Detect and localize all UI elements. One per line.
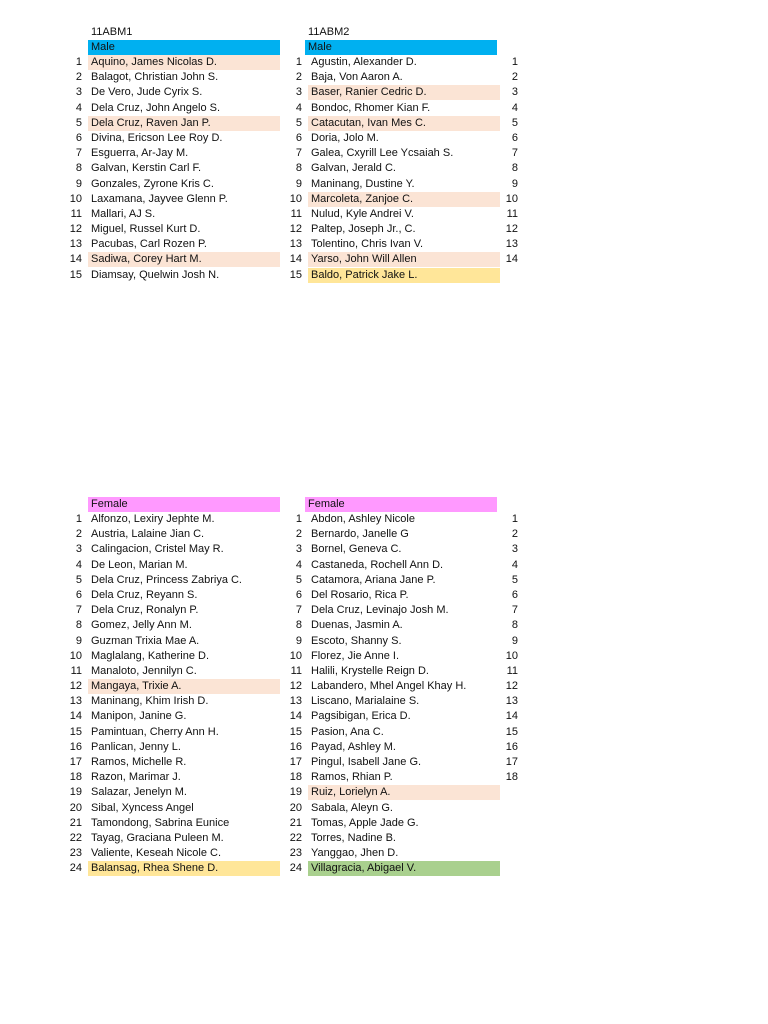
list-row — [280, 694, 520, 709]
list-row — [60, 527, 282, 542]
row-number: 1 — [295, 56, 302, 68]
female-left-list — [60, 512, 282, 877]
student-name: Gonzales, Zyrone Kris C. — [91, 177, 214, 190]
male-right-list — [280, 55, 520, 283]
student-name: Divina, Ericson Lee Roy D. — [91, 131, 223, 144]
student-name: Balansag, Rhea Shene D. — [88, 861, 280, 876]
female-header-right: Female — [305, 497, 497, 512]
male-left-list — [60, 55, 282, 283]
row-count: 11 — [506, 207, 518, 220]
row-count: 11 — [506, 664, 518, 677]
list-row — [60, 573, 282, 588]
student-name: Pagsibigan, Erica D. — [311, 710, 411, 723]
row-number: 15 — [69, 268, 82, 281]
student-name: Escoto, Shanny S. — [311, 634, 402, 647]
row-count: 17 — [505, 756, 518, 768]
row-number: 5 — [75, 116, 82, 129]
student-name: Agustin, Alexander D. — [311, 56, 417, 68]
student-name: Manaloto, Jennilyn C. — [91, 664, 197, 677]
list-row — [60, 664, 282, 679]
row-number: 11 — [70, 664, 82, 677]
row-number: 17 — [69, 756, 82, 768]
list-row — [280, 55, 520, 70]
student-name: Esguerra, Ar-Jay M. — [91, 147, 189, 160]
list-row — [280, 664, 520, 679]
row-count: 1 — [511, 513, 518, 525]
row-number: 24 — [289, 862, 302, 875]
female-right-list — [280, 512, 520, 877]
row-number: 6 — [295, 131, 302, 144]
list-row — [60, 725, 282, 740]
student-name: Payad, Ashley M. — [311, 740, 396, 753]
list-row — [60, 801, 282, 816]
list-row — [280, 831, 520, 846]
student-name: Calingacion, Cristel May R. — [91, 543, 224, 556]
row-number: 14 — [289, 253, 302, 266]
row-number: 16 — [289, 740, 302, 753]
row-count: 12 — [505, 680, 518, 693]
list-row — [280, 861, 520, 876]
row-count: 4 — [511, 101, 518, 114]
list-row — [280, 101, 520, 116]
row-number: 19 — [289, 786, 302, 799]
row-number: 15 — [289, 268, 302, 281]
row-number: 12 — [289, 680, 302, 693]
row-number: 21 — [69, 816, 82, 829]
student-name: Catamora, Ariana Jane P. — [311, 573, 436, 586]
list-row — [60, 816, 282, 831]
row-number: 11 — [290, 664, 302, 677]
student-name: Del Rosario, Rica P. — [311, 588, 409, 601]
row-number: 11 — [70, 207, 82, 220]
list-row — [60, 192, 282, 207]
list-row — [60, 634, 282, 649]
row-number: 24 — [69, 862, 82, 875]
list-row — [60, 116, 282, 131]
list-row — [60, 831, 282, 846]
list-row — [280, 146, 520, 161]
row-number: 16 — [69, 740, 82, 753]
row-number: 3 — [75, 86, 82, 99]
list-row — [60, 70, 282, 85]
student-name: Villagracia, Abigael V. — [308, 861, 500, 876]
student-name: Sabala, Aleyn G. — [311, 801, 393, 814]
row-number: 10 — [69, 649, 82, 662]
list-row — [280, 618, 520, 633]
row-number: 13 — [69, 695, 82, 708]
student-name: Tamondong, Sabrina Eunice — [91, 816, 230, 829]
list-row — [280, 252, 520, 267]
row-number: 8 — [75, 162, 82, 175]
list-row — [280, 131, 520, 146]
row-count: 3 — [511, 86, 518, 99]
row-number: 2 — [75, 528, 82, 541]
list-row — [280, 725, 520, 740]
list-row — [280, 603, 520, 618]
list-row — [60, 222, 282, 237]
list-row — [60, 101, 282, 116]
row-number: 12 — [69, 223, 82, 236]
row-count: 8 — [511, 162, 518, 175]
row-number: 19 — [69, 786, 82, 799]
student-name: Galea, Cxyrill Lee Ycsaiah S. — [311, 147, 454, 160]
row-count: 5 — [511, 116, 518, 129]
row-number: 9 — [75, 177, 82, 190]
student-name: De Leon, Marian M. — [91, 558, 188, 571]
student-name: Doria, Jolo M. — [311, 131, 379, 144]
row-count: 2 — [511, 528, 518, 541]
row-number: 15 — [69, 725, 82, 738]
row-number: 13 — [69, 238, 82, 251]
row-number: 1 — [75, 56, 82, 68]
list-row — [60, 740, 282, 755]
row-number: 4 — [75, 558, 82, 571]
row-number: 4 — [75, 101, 82, 114]
student-name: Galvan, Kerstin Carl F. — [91, 162, 202, 175]
row-number: 8 — [75, 619, 82, 632]
list-row — [280, 85, 520, 100]
student-name: Nulud, Kyle Andrei V. — [311, 207, 414, 220]
list-row — [60, 679, 282, 694]
row-number: 17 — [289, 756, 302, 768]
row-number: 14 — [69, 253, 82, 266]
student-name: Pingul, Isabell Jane G. — [311, 756, 422, 768]
list-row — [60, 770, 282, 785]
row-number: 6 — [295, 588, 302, 601]
row-count: 10 — [505, 192, 518, 205]
list-row — [60, 542, 282, 557]
row-count: 12 — [505, 223, 518, 236]
student-name: Maninang, Dustine Y. — [311, 177, 415, 190]
student-name: Halili, Krystelle Reign D. — [311, 664, 429, 677]
list-row — [280, 588, 520, 603]
list-row — [60, 603, 282, 618]
student-name: Dela Cruz, Reyann S. — [91, 588, 198, 601]
row-number: 4 — [295, 558, 302, 571]
student-name: Sadiwa, Corey Hart M. — [88, 252, 280, 267]
section-title-11abm1: 11ABM1 — [91, 26, 133, 38]
student-name: Labandero, Mhel Angel Khay H. — [311, 680, 467, 693]
student-name: Dela Cruz, Levinajo Josh M. — [311, 604, 449, 617]
list-row — [60, 588, 282, 603]
list-row — [280, 785, 520, 800]
row-number: 3 — [75, 543, 82, 556]
list-row — [60, 252, 282, 267]
row-number: 2 — [295, 528, 302, 541]
row-count: 5 — [511, 573, 518, 586]
list-row — [60, 55, 282, 70]
row-count: 10 — [505, 649, 518, 662]
row-number: 13 — [289, 238, 302, 251]
row-count: 15 — [505, 725, 518, 738]
list-row — [280, 192, 520, 207]
student-name: Tomas, Apple Jade G. — [311, 816, 419, 829]
student-name: Dela Cruz, John Angelo S. — [91, 101, 221, 114]
student-name: Bernardo, Janelle G — [311, 528, 409, 541]
row-count: 14 — [505, 253, 518, 266]
row-number: 18 — [69, 771, 82, 784]
student-name: Razon, Marimar J. — [91, 771, 181, 784]
row-number: 7 — [75, 604, 82, 617]
row-number: 9 — [75, 634, 82, 647]
list-row — [280, 770, 520, 785]
student-name: Baja, Von Aaron A. — [311, 71, 403, 84]
row-number: 10 — [289, 192, 302, 205]
student-name: Dela Cruz, Raven Jan P. — [88, 116, 280, 131]
row-count: 7 — [511, 604, 518, 617]
row-count: 4 — [511, 558, 518, 571]
row-number: 7 — [295, 147, 302, 160]
list-row — [280, 558, 520, 573]
student-name: Abdon, Ashley Nicole — [311, 513, 415, 525]
student-name: De Vero, Jude Cyrix S. — [91, 86, 203, 99]
list-row — [280, 816, 520, 831]
row-number: 20 — [69, 801, 82, 814]
row-count: 13 — [505, 695, 518, 708]
student-name: Alfonzo, Lexiry Jephte M. — [91, 513, 215, 525]
list-row — [280, 649, 520, 664]
list-row — [280, 161, 520, 176]
list-row — [60, 268, 282, 283]
list-row — [280, 634, 520, 649]
row-number: 22 — [289, 831, 302, 844]
female-header-left: Female — [88, 497, 280, 512]
row-number: 4 — [295, 101, 302, 114]
list-row — [60, 649, 282, 664]
student-name: Castaneda, Rochell Ann D. — [311, 558, 444, 571]
student-name: Miguel, Russel Kurt D. — [91, 223, 201, 236]
student-name: Manipon, Janine G. — [91, 710, 187, 723]
student-name: Ruiz, Lorielyn A. — [308, 785, 500, 800]
list-row — [60, 694, 282, 709]
list-row — [60, 161, 282, 176]
student-name: Dela Cruz, Ronalyn P. — [91, 604, 199, 617]
student-name: Paltep, Joseph Jr., C. — [311, 223, 416, 236]
row-number: 8 — [295, 619, 302, 632]
row-number: 21 — [289, 816, 302, 829]
row-number: 2 — [75, 71, 82, 84]
row-number: 9 — [295, 177, 302, 190]
list-row — [280, 679, 520, 694]
row-number: 22 — [69, 831, 82, 844]
list-row — [60, 846, 282, 861]
list-row — [280, 268, 520, 283]
student-name: Ramos, Rhian P. — [311, 771, 393, 784]
list-row — [60, 861, 282, 876]
student-name: Baser, Ranier Cedric D. — [308, 85, 500, 100]
student-name: Torres, Nadine B. — [311, 831, 396, 844]
section-title-11abm2: 11ABM2 — [308, 26, 350, 38]
student-name: Guzman Trixia Mae A. — [91, 634, 200, 647]
student-name: Austria, Lalaine Jian C. — [91, 528, 205, 541]
student-name: Ramos, Michelle R. — [91, 756, 187, 768]
row-number: 6 — [75, 588, 82, 601]
student-name: Tolentino, Chris Ivan V. — [311, 238, 424, 251]
student-name: Sibal, Xyncess Angel — [91, 801, 194, 814]
list-row — [60, 785, 282, 800]
male-header-left: Male — [88, 40, 280, 55]
row-number: 23 — [289, 847, 302, 860]
row-number: 9 — [295, 634, 302, 647]
student-name: Aquino, James Nicolas D. — [88, 55, 280, 70]
student-name: Yanggao, Jhen D. — [311, 847, 399, 860]
list-row — [60, 618, 282, 633]
row-number: 20 — [289, 801, 302, 814]
list-row — [60, 558, 282, 573]
student-name: Yarso, John Will Allen — [308, 252, 500, 267]
row-number: 5 — [295, 573, 302, 586]
row-number: 12 — [289, 223, 302, 236]
student-name: Galvan, Jerald C. — [311, 162, 396, 175]
student-name: Liscano, Marialaine S. — [311, 695, 420, 708]
row-number: 5 — [295, 116, 302, 129]
list-row — [60, 85, 282, 100]
student-name: Maninang, Khim Irish D. — [91, 695, 209, 708]
row-number: 23 — [69, 847, 82, 860]
row-count: 8 — [511, 619, 518, 632]
row-number: 3 — [295, 86, 302, 99]
student-name: Pasion, Ana C. — [311, 725, 384, 738]
male-header-right: Male — [305, 40, 497, 55]
student-name: Diamsay, Quelwin Josh N. — [91, 268, 220, 281]
student-name: Catacutan, Ivan Mes C. — [308, 116, 500, 131]
student-name: Pamintuan, Cherry Ann H. — [91, 725, 219, 738]
list-row — [60, 177, 282, 192]
row-count: 18 — [505, 771, 518, 784]
row-number: 7 — [75, 147, 82, 160]
list-row — [280, 237, 520, 252]
row-count: 3 — [511, 543, 518, 556]
list-row — [280, 846, 520, 861]
row-number: 10 — [69, 192, 82, 205]
student-name: Valiente, Keseah Nicole C. — [91, 847, 222, 860]
list-row — [280, 755, 520, 770]
row-number: 2 — [295, 71, 302, 84]
row-number: 11 — [290, 207, 302, 220]
student-name: Panlican, Jenny L. — [91, 740, 181, 753]
list-row — [60, 709, 282, 724]
list-row — [60, 512, 282, 527]
list-row — [60, 237, 282, 252]
row-count: 1 — [511, 56, 518, 68]
row-number: 3 — [295, 543, 302, 556]
list-row — [280, 70, 520, 85]
student-name: Salazar, Jenelyn M. — [91, 786, 187, 799]
student-name: Mangaya, Trixie A. — [88, 679, 280, 694]
list-row — [60, 131, 282, 146]
student-name: Dela Cruz, Princess Zabriya C. — [91, 573, 242, 586]
student-name: Tayag, Graciana Puleen M. — [91, 831, 224, 844]
row-number: 8 — [295, 162, 302, 175]
student-name: Duenas, Jasmin A. — [311, 619, 403, 632]
row-number: 14 — [289, 710, 302, 723]
row-count: 9 — [511, 177, 518, 190]
student-name: Mallari, AJ S. — [91, 207, 156, 220]
row-number: 7 — [295, 604, 302, 617]
list-row — [280, 512, 520, 527]
student-name: Marcoleta, Zanjoe C. — [308, 192, 500, 207]
row-count: 7 — [511, 147, 518, 160]
list-row — [60, 207, 282, 222]
student-name: Pacubas, Carl Rozen P. — [91, 238, 207, 251]
row-count: 14 — [505, 710, 518, 723]
student-name: Maglalang, Katherine D. — [91, 649, 210, 662]
list-row — [280, 573, 520, 588]
student-name: Gomez, Jelly Ann M. — [91, 619, 192, 632]
row-count: 13 — [505, 238, 518, 251]
list-row — [280, 177, 520, 192]
list-row — [280, 116, 520, 131]
list-row — [280, 709, 520, 724]
row-number: 6 — [75, 131, 82, 144]
row-count: 16 — [505, 740, 518, 753]
row-count: 9 — [511, 634, 518, 647]
row-count: 2 — [511, 71, 518, 84]
list-row — [280, 542, 520, 557]
student-name: Bornel, Geneva C. — [311, 543, 402, 556]
student-name: Baldo, Patrick Jake L. — [308, 268, 500, 283]
list-row — [280, 222, 520, 237]
row-number: 12 — [69, 680, 82, 693]
row-number: 1 — [295, 513, 302, 525]
row-count: 6 — [511, 588, 518, 601]
row-number: 13 — [289, 695, 302, 708]
list-row — [60, 755, 282, 770]
row-number: 5 — [75, 573, 82, 586]
student-name: Florez, Jie Anne I. — [311, 649, 400, 662]
row-number: 15 — [289, 725, 302, 738]
student-name: Bondoc, Rhomer Kian F. — [311, 101, 431, 114]
list-row — [280, 740, 520, 755]
row-number: 14 — [69, 710, 82, 723]
row-number: 10 — [289, 649, 302, 662]
student-name: Balagot, Christian John S. — [91, 71, 219, 84]
row-count: 6 — [511, 131, 518, 144]
row-number: 18 — [289, 771, 302, 784]
list-row — [280, 527, 520, 542]
list-row — [280, 801, 520, 816]
student-name: Laxamana, Jayvee Glenn P. — [91, 192, 228, 205]
list-row — [60, 146, 282, 161]
row-number: 1 — [75, 513, 82, 525]
list-row — [280, 207, 520, 222]
